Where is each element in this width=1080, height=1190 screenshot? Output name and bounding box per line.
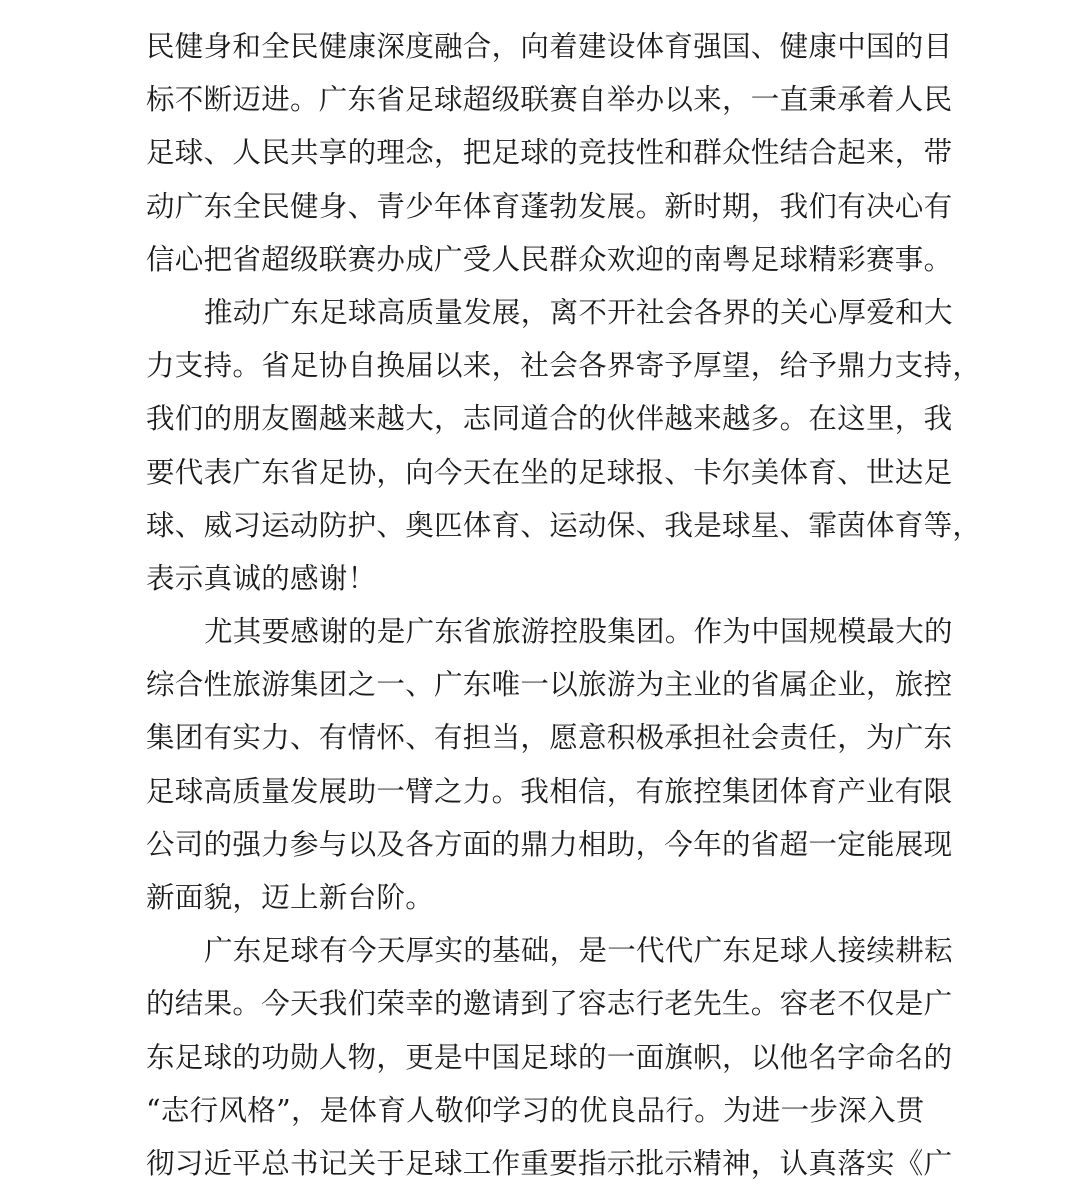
- text-line: 动广东全民健身、青少年体育蓬勃发展。新时期，我们有决心有: [146, 189, 953, 223]
- text-line: 力支持。省足协自换届以来，社会各界寄予厚望，给予鼎力支持，: [146, 349, 982, 383]
- text-line: 标不断迈进。广东省足球超级联赛自举办以来，一直秉承着人民: [146, 83, 953, 117]
- text-line: 综合性旅游集团之一、广东唯一以旅游为主业的省属企业，旅控: [146, 668, 953, 702]
- text-line: 我们的朋友圈越来越大，志同道合的伙伴越来越多。在这里，我: [146, 402, 953, 436]
- text-line: 表示真诚的感谢！: [146, 561, 377, 595]
- paragraph-2: [146, 286, 982, 605]
- text-line: 新面貌，迈上新台阶。: [146, 881, 435, 914]
- text-line: 的结果。今天我们荣幸的邀请到了容志行老先生。容老不仅是广: [146, 987, 953, 1021]
- paragraph-4: [146, 924, 953, 1190]
- text-line: 彻习近平总书记关于足球工作重要指示批示精神，认真落实《广: [146, 1146, 953, 1180]
- text-line: 集团有实力、有情怀、有担当，愿意积极承担社会责任，为广东: [146, 721, 953, 755]
- text-line: 广东足球有今天厚实的基础，是一代代广东足球人接续耕耘: [204, 934, 953, 968]
- text-line: 民健身和全民健康深度融合，向着建设体育强国、健康中国的目: [146, 30, 953, 63]
- paragraph-3: [146, 605, 953, 924]
- text-line: 足球高质量发展助一臂之力。我相信，有旅控集团体育产业有限: [146, 774, 953, 808]
- paragraph-1: [146, 20, 953, 286]
- text-line: 推动广东足球高质量发展，离不开社会各界的关心厚爱和大: [204, 295, 953, 329]
- text-line: 要代表广东省足协，向今天在坐的足球报、卡尔美体育、世达足: [146, 455, 953, 489]
- text-line: 信心把省超级联赛办成广受人民群众欢迎的南粤足球精彩赛事。: [146, 242, 953, 276]
- text-line: 足球、人民共享的理念，把足球的竞技性和群众性结合起来，带: [146, 136, 953, 170]
- text-line: 公司的强力参与以及各方面的鼎力相助，今年的省超一定能展现: [146, 827, 953, 861]
- text-line: “志行风格”，是体育人敬仰学习的优良品行。为进一步深入贯: [146, 1093, 925, 1127]
- text-line: 球、威习运动防护、奥匹体育、运动保、我是球星、霏茵体育等，: [146, 508, 982, 542]
- text-line: 尤其要感谢的是广东省旅游控股集团。作为中国规模最大的: [204, 615, 953, 649]
- text-line: 东足球的功勋人物，更是中国足球的一面旗帜，以他名字命名的: [146, 1040, 953, 1074]
- document-body: [146, 20, 982, 1190]
